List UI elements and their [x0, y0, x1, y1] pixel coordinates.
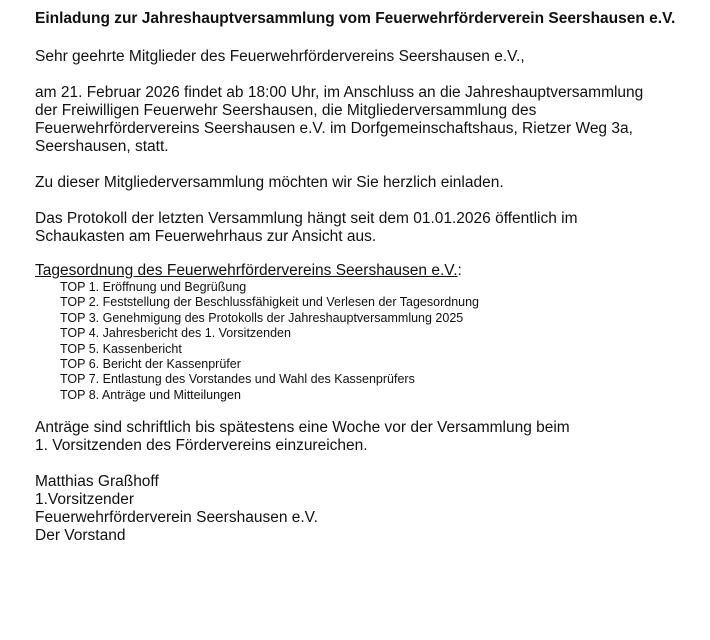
- agenda-heading-text: Tagesordnung des Feuerwehrfördervereins Seershausen e.V.: [35, 262, 458, 279]
- paragraph-date-location: am 21. Februar 2026 findet ab 18:00 Uhr, im Anschluss an die Jahreshauptversammlung der Freiwilligen Feuerwehr Seershausen, die Mitgliederversammlung des Feuerwehrfördervereins Seershausen e.V. im Dorfgemeinschaftshaus, Rietzer Weg 3a, Seershausen, statt.: [35, 84, 644, 155]
- agenda-heading: [35, 262, 685, 280]
- agenda-item: TOP 3. Genehmigung des Protokolls der Jahreshauptversammlung 2025: [60, 310, 464, 325]
- agenda-item: TOP 4. Jahresbericht des 1. Vorsitzenden: [60, 326, 291, 341]
- paragraph-protocol: Das Protokoll der letzten Versammlung hängt seit dem 01.01.2026 öffentlich im Schaukasten am Feuerwehrhaus zur Ansicht aus.: [35, 210, 578, 245]
- signature-role: 1.Vorsitzender: [35, 491, 135, 509]
- paragraph-invitation: Zu dieser Mitgliederversammlung möchten wir Sie herzlich einladen.: [35, 174, 504, 191]
- agenda-list: [35, 280, 685, 403]
- signature-organization: Feuerwehrförderverein Seershausen e.V.: [35, 509, 318, 527]
- agenda-item: TOP 6. Bericht der Kassenprüfer: [60, 357, 241, 372]
- agenda-item: TOP 5. Kassenbericht: [60, 341, 182, 356]
- agenda-item: TOP 2. Feststellung der Beschlussfähigkeit und Verlesen der Tagesordnung: [60, 295, 480, 310]
- agenda-item: TOP 1. Eröffnung und Begrüßung: [60, 280, 247, 294]
- document-title: Einladung zur Jahreshauptversammlung vom Feuerwehrförderverein Seershausen e.V.: [35, 10, 676, 27]
- agenda-heading-suffix: :: [457, 262, 462, 279]
- agenda-item: TOP 7. Entlastung des Vorstandes und Wahl des Kassenprüfers: [60, 372, 415, 387]
- salutation: Sehr geehrte Mitglieder des Feuerwehrfördervereins Seershausen e.V.,: [35, 48, 525, 65]
- invitation-document: [35, 10, 685, 545]
- agenda-item: TOP 8. Anträge und Mitteilungen: [60, 387, 241, 402]
- paragraph-motions: Anträge sind schriftlich bis spätestens eine Woche vor der Versammlung beim 1. Vorsitzenden des Fördervereins einzureichen.: [35, 419, 570, 455]
- signature-name: Matthias Graßhoff: [35, 473, 159, 491]
- signature-board: Der Vorstand: [35, 527, 126, 545]
